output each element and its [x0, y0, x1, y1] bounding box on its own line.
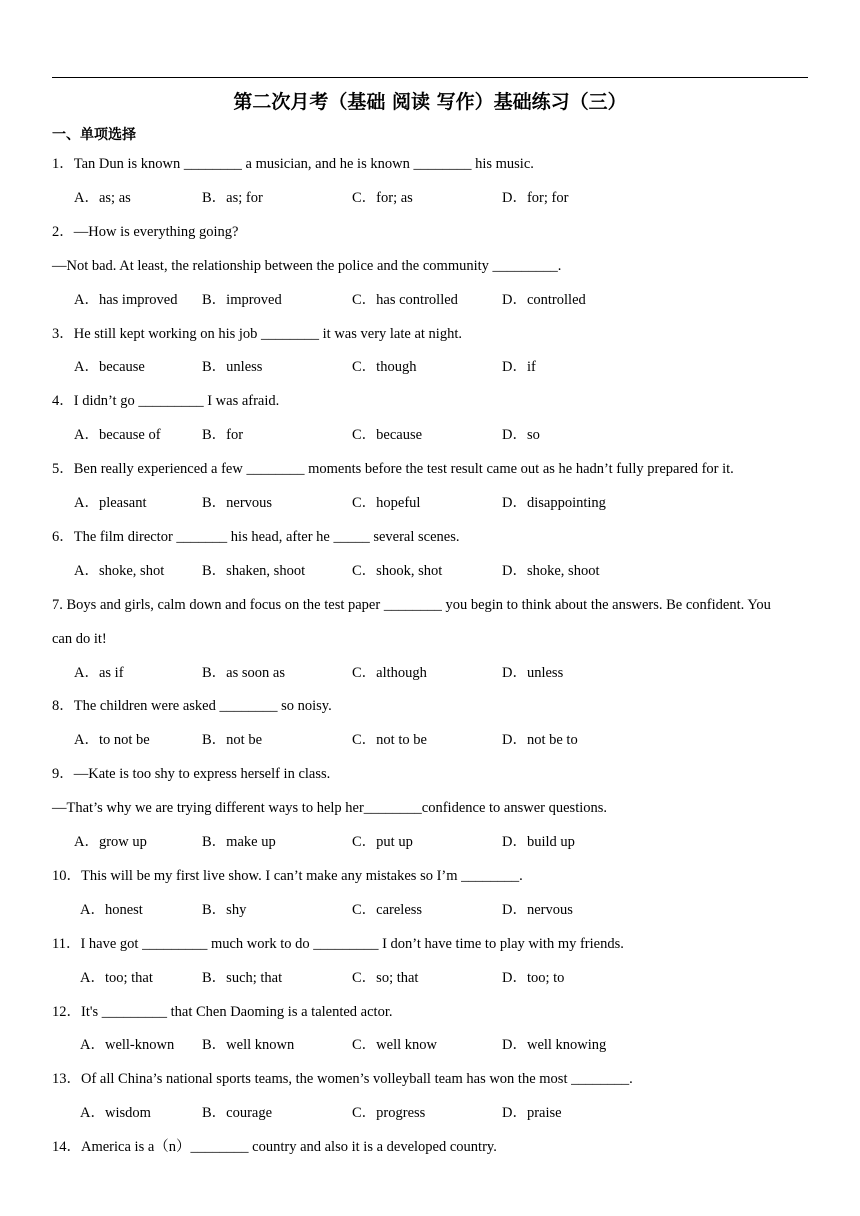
- question-stem: 8．The children were asked ________ so noisy.: [52, 698, 332, 715]
- option-d[interactable]: D．shoke, shoot: [502, 562, 600, 579]
- option-d[interactable]: D．if: [502, 359, 536, 376]
- question-stem: 3．He still kept working on his job ________ it was very late at night.: [52, 325, 462, 342]
- section-heading: 一、单项选择: [52, 127, 136, 143]
- option-d[interactable]: D．for; for: [502, 189, 569, 206]
- option-b[interactable]: B．for: [202, 427, 244, 444]
- option-c[interactable]: C．shook, shot: [352, 562, 443, 579]
- option-a[interactable]: A．grow up: [74, 834, 147, 850]
- question-stem: 9．—Kate is too shy to express herself in class.: [52, 766, 331, 783]
- option-b[interactable]: B．well known: [202, 1037, 295, 1054]
- question-stem: 12．It's _________ that Chen Daoming is a talented actor.: [52, 1003, 393, 1020]
- option-d[interactable]: D．unless: [502, 664, 564, 681]
- option-d[interactable]: D．praise: [502, 1105, 562, 1122]
- question-stem: 1．Tan Dun is known ________ a musician, and he is known ________ his music.: [52, 156, 534, 172]
- option-c[interactable]: C．progress: [352, 1105, 426, 1122]
- question-stem: 10．This will be my first live show. I can’t make any mistakes so I’m ________.: [52, 867, 523, 884]
- option-b[interactable]: B．not be: [202, 732, 263, 749]
- option-b[interactable]: B．courage: [202, 1105, 273, 1122]
- option-b[interactable]: B．unless: [202, 359, 263, 376]
- option-a[interactable]: A．shoke, shot: [74, 562, 165, 579]
- option-a[interactable]: A．as; as: [74, 189, 131, 206]
- option-d[interactable]: D．controlled: [502, 291, 586, 308]
- option-b[interactable]: B．shy: [202, 901, 247, 918]
- header-rule: [52, 77, 808, 78]
- option-a[interactable]: A．has improved: [74, 291, 178, 308]
- option-a[interactable]: A．because of: [74, 427, 161, 444]
- option-b[interactable]: B．as; for: [202, 189, 263, 206]
- option-d[interactable]: D．well knowing: [502, 1037, 607, 1054]
- option-d[interactable]: D．so: [502, 427, 540, 444]
- option-a[interactable]: A．wisdom: [80, 1105, 151, 1122]
- option-b[interactable]: B．shaken, shoot: [202, 562, 306, 579]
- question-stem: 13．Of all China’s national sports teams, the women’s volleyball team has won the most ________.: [52, 1071, 633, 1088]
- question-line: can do it!: [52, 630, 107, 647]
- option-c[interactable]: C．has controlled: [352, 291, 458, 308]
- option-c[interactable]: C．careless: [352, 901, 423, 918]
- option-a[interactable]: A．because: [74, 359, 145, 376]
- option-b[interactable]: B．such; that: [202, 969, 283, 986]
- option-c[interactable]: C．for; as: [352, 189, 413, 206]
- option-c[interactable]: C．although: [352, 664, 427, 681]
- question-stem: 5．Ben really experienced a few ________ moments before the test result came out as he hadn’t fully prepared for it.: [52, 461, 734, 478]
- option-b[interactable]: B．make up: [202, 834, 276, 850]
- option-d[interactable]: D．build up: [502, 834, 575, 850]
- option-a[interactable]: A．too; that: [80, 969, 153, 986]
- option-a[interactable]: A．pleasant: [74, 495, 147, 511]
- option-a[interactable]: A．to not be: [74, 732, 150, 749]
- option-d[interactable]: D．nervous: [502, 901, 573, 918]
- option-b[interactable]: B．nervous: [202, 495, 273, 511]
- option-c[interactable]: C．because: [352, 427, 423, 444]
- option-c[interactable]: C．hopeful: [352, 495, 421, 511]
- option-c[interactable]: C．not to be: [352, 732, 427, 749]
- question-stem: 6．The film director _______ his head, after he _____ several scenes.: [52, 528, 460, 545]
- option-a[interactable]: A．as if: [74, 664, 124, 681]
- page-title: 第二次月考（基础 阅读 写作）基础练习（三）: [233, 91, 627, 113]
- question-stem: 11．I have got _________ much work to do _________ I don’t have time to play with my friends.: [52, 935, 624, 952]
- option-b[interactable]: B．improved: [202, 291, 282, 308]
- option-c[interactable]: C．put up: [352, 834, 413, 850]
- option-d[interactable]: D．disappointing: [502, 495, 606, 511]
- option-c[interactable]: C．well know: [352, 1037, 437, 1054]
- question-line: —That’s why we are trying different ways to help her________confidence to answer questions.: [52, 800, 608, 817]
- question-stem: 7. Boys and girls, calm down and focus on the test paper ________ you begin to think about the answers. Be confident. You: [52, 596, 771, 613]
- option-c[interactable]: C．though: [352, 359, 417, 376]
- option-b[interactable]: B．as soon as: [202, 664, 285, 681]
- question-stem: 14．America is a（n）________ country and also it is a developed country.: [52, 1139, 497, 1156]
- option-d[interactable]: D．too; to: [502, 969, 565, 986]
- option-a[interactable]: A．honest: [80, 901, 143, 918]
- question-stem: 4．I didn’t go _________ I was afraid.: [52, 393, 280, 410]
- option-d[interactable]: D．not be to: [502, 732, 578, 749]
- option-c[interactable]: C．so; that: [352, 969, 419, 986]
- option-a[interactable]: A．well-known: [80, 1037, 175, 1054]
- question-line: —Not bad. At least, the relationship between the police and the community _________.: [52, 257, 562, 274]
- question-stem: 2．—How is everything going?: [52, 223, 239, 240]
